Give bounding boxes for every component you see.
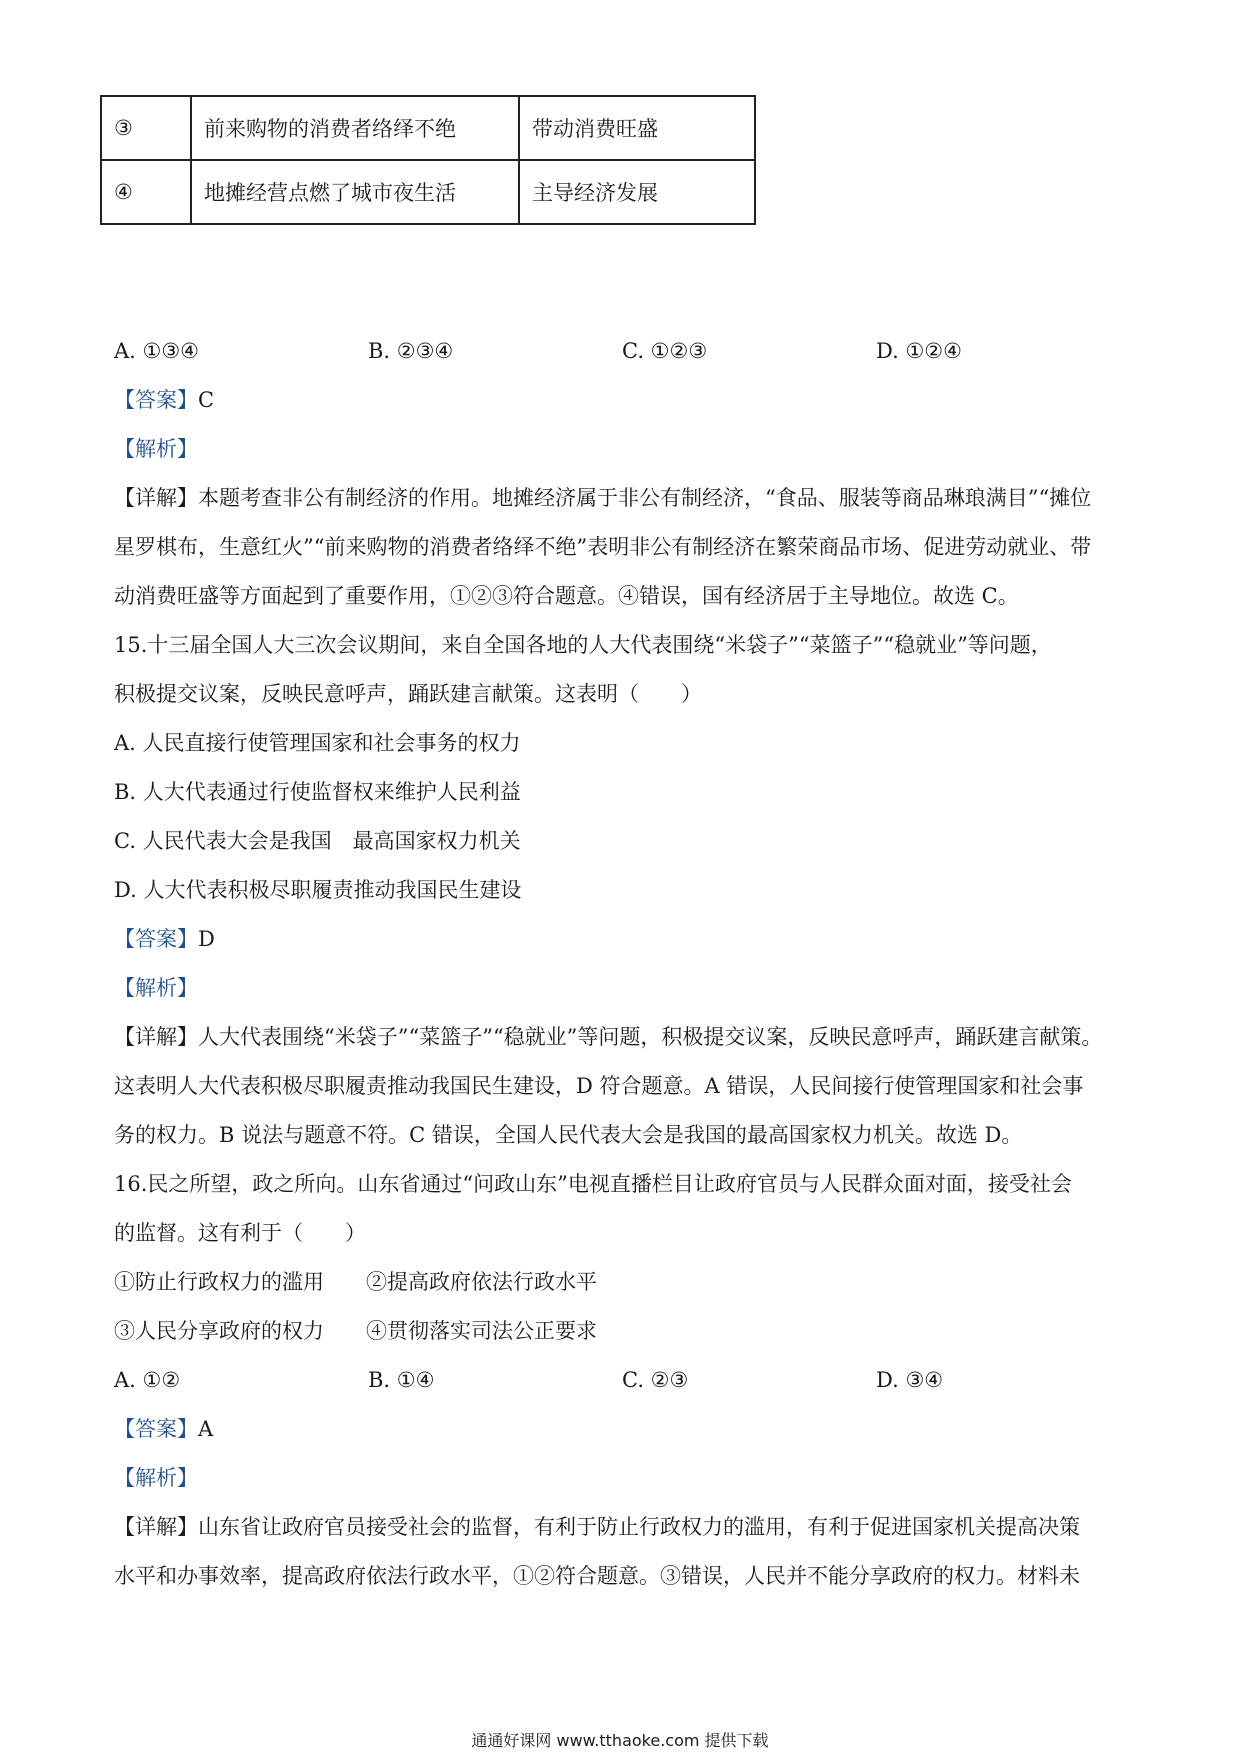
detail-text: 本题考查非公有制经济的作用。地摊经济属于非公有制经济，“食品、服装等商品琳琅满目”“摊位: [198, 486, 1092, 510]
q16-option-a: A. ①②: [114, 1368, 181, 1392]
q14-option-b: B. ②③④: [368, 339, 454, 363]
q14-detail-line: 星罗棋布，生意红火”“前来购物的消费者络绎不绝”表明非公有制经济在繁荣商品市场、促进劳动就业、带: [114, 535, 1092, 559]
row-effect: 主导经济发展: [519, 160, 755, 224]
q14-option-c: C. ①②③: [622, 339, 708, 363]
answer-value: C: [198, 388, 215, 412]
q15-answer: [114, 924, 215, 954]
q14-answer: [114, 385, 214, 415]
material-table: [100, 95, 756, 225]
q15-option-b: B. 人大代表通过行使监督权来维护人民利益: [114, 780, 521, 804]
q14-detail-line: [114, 483, 1091, 513]
q15-detail-line: [114, 1022, 1102, 1052]
q14-analysis-tag: 【解析】: [114, 437, 198, 461]
table-row: [101, 96, 755, 160]
q16-detail-line: [114, 1512, 1080, 1542]
q14-option-a: A. ①③④: [114, 339, 199, 363]
q15-detail-line: 务的权力。B 说法与题意不符。C 错误，全国人民代表大会是我国的最高国家权力机关。故选 D。: [114, 1123, 1023, 1147]
q15-analysis-tag: 【解析】: [114, 976, 198, 1000]
q16-analysis-tag: 【解析】: [114, 1466, 198, 1490]
detail-text: 山东省让政府官员接受社会的监督，有利于防止行政权力的滥用，有利于促进国家机关提高决策: [198, 1515, 1080, 1539]
q16-item: ①防止行政权力的滥用 ②提高政府依法行政水平: [114, 1270, 597, 1294]
row-number: ③: [101, 96, 191, 160]
q16-item: ③人民分享政府的权力 ④贯彻落实司法公正要求: [114, 1319, 597, 1343]
row-material: 前来购物的消费者络绎不绝: [191, 96, 519, 160]
answer-tag: 【答案】: [114, 1417, 198, 1441]
footer-source: 通通好课网 www.tthaoke.com 提供下载: [471, 1731, 769, 1750]
detail-tag: 【详解】: [114, 1515, 198, 1539]
q16-option-d: D. ③④: [876, 1368, 944, 1392]
q16-stem: 的监督。这有利于（ ）: [114, 1221, 366, 1245]
q15-option-d: D. 人大代表积极尽职履责推动我国民生建设: [114, 878, 522, 902]
table-row: [101, 160, 755, 224]
q16-option-c: C. ②③: [622, 1368, 689, 1392]
q15-detail-line: 这表明人大代表积极尽职履责推动我国民生建设，D 符合题意。A 错误，人民间接行使管理国家和社会事: [114, 1074, 1084, 1098]
answer-value: D: [198, 927, 215, 951]
q16-option-b: B. ①④: [368, 1368, 435, 1392]
detail-text: 人大代表围绕“米袋子”“菜篮子”“稳就业”等问题，积极提交议案，反映民意呼声，踊跃建言献策。: [198, 1025, 1103, 1049]
q15-stem: 15.十三届全国人大三次会议期间，来自全国各地的人大代表围绕“米袋子”“菜篮子”“稳就业”等问题，: [114, 633, 1052, 657]
q15-option-a: A. 人民直接行使管理国家和社会事务的权力: [114, 731, 521, 755]
q16-stem: 16.民之所望，政之所向。山东省通过“问政山东”电视直播栏目让政府官员与人民群众面对面，接受社会: [114, 1172, 1072, 1196]
q16-detail-line: 水平和办事效率，提高政府依法行政水平，①②符合题意。③错误，人民并不能分享政府的权力。材料未: [114, 1564, 1080, 1588]
row-number: ④: [101, 160, 191, 224]
answer-value: A: [198, 1417, 214, 1441]
q16-answer: [114, 1414, 213, 1444]
row-material: 地摊经营点燃了城市夜生活: [191, 160, 519, 224]
row-effect: 带动消费旺盛: [519, 96, 755, 160]
q14-detail-line: 动消费旺盛等方面起到了重要作用，①②③符合题意。④错误，国有经济居于主导地位。故选 C。: [114, 584, 1019, 608]
answer-tag: 【答案】: [114, 388, 198, 412]
detail-tag: 【详解】: [114, 1025, 198, 1049]
detail-tag: 【详解】: [114, 486, 198, 510]
q15-option-c: C. 人民代表大会是我国 最高国家权力机关: [114, 829, 521, 853]
q14-option-d: D. ①②④: [876, 339, 962, 363]
answer-tag: 【答案】: [114, 927, 198, 951]
q15-stem: 积极提交议案，反映民意呼声，踊跃建言献策。这表明（ ）: [114, 682, 702, 706]
